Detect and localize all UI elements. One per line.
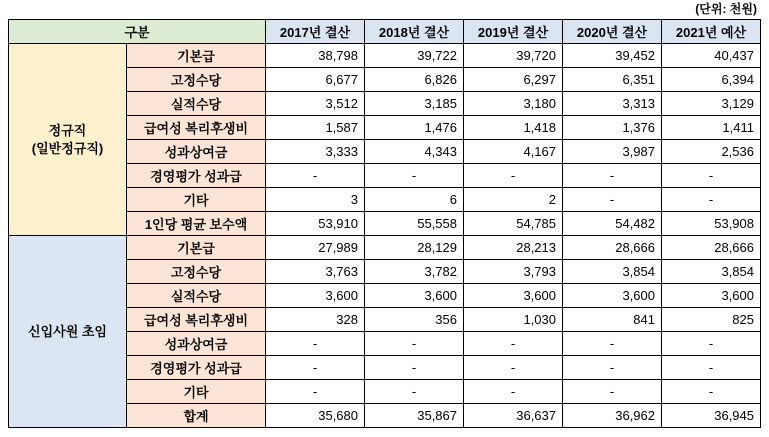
row-item-label: 합계 bbox=[127, 404, 266, 428]
header-year-2021: 2021년 예산 bbox=[662, 20, 761, 44]
cell-value: - bbox=[266, 164, 365, 188]
cell-value: 53,910 bbox=[266, 212, 365, 236]
cell-value: - bbox=[662, 356, 761, 380]
cell-value: 6 bbox=[365, 188, 464, 212]
cell-value: 38,798 bbox=[266, 44, 365, 68]
group-label-regular-line1: 정규직 bbox=[48, 122, 87, 138]
cell-value: 6,394 bbox=[662, 68, 761, 92]
cell-value: 2 bbox=[464, 188, 563, 212]
cell-value: 3,512 bbox=[266, 92, 365, 116]
cell-value: 28,666 bbox=[662, 236, 761, 260]
cell-value: - bbox=[266, 356, 365, 380]
cell-value: 3,333 bbox=[266, 140, 365, 164]
cell-value: 3,600 bbox=[464, 284, 563, 308]
cell-value: 35,867 bbox=[365, 404, 464, 428]
cell-value: 2,536 bbox=[662, 140, 761, 164]
cell-value: 3,600 bbox=[662, 284, 761, 308]
header-year-2020: 2020년 결산 bbox=[563, 20, 662, 44]
cell-value: - bbox=[563, 332, 662, 356]
row-item-label: 경영평가 성과급 bbox=[127, 356, 266, 380]
cell-value: 3,600 bbox=[266, 284, 365, 308]
cell-value: - bbox=[365, 332, 464, 356]
cell-value: 841 bbox=[563, 308, 662, 332]
table-row bbox=[9, 44, 761, 68]
cell-value: 1,418 bbox=[464, 116, 563, 140]
row-item-label: 기본급 bbox=[127, 44, 266, 68]
cell-value: 1,376 bbox=[563, 116, 662, 140]
group-label-regular-line2: (일반정규직) bbox=[31, 140, 104, 156]
cell-value: 4,343 bbox=[365, 140, 464, 164]
cell-value: 1,587 bbox=[266, 116, 365, 140]
cell-value: 3,854 bbox=[563, 260, 662, 284]
cell-value: 3,782 bbox=[365, 260, 464, 284]
cell-value: 4,167 bbox=[464, 140, 563, 164]
cell-value: 6,677 bbox=[266, 68, 365, 92]
cell-value: 6,826 bbox=[365, 68, 464, 92]
header-year-2018: 2018년 결산 bbox=[365, 20, 464, 44]
row-item-label: 기타 bbox=[127, 188, 266, 212]
cell-value: - bbox=[662, 188, 761, 212]
group-label-new-employee: 신입사원 초임 bbox=[9, 236, 127, 428]
row-item-label: 급여성 복리후생비 bbox=[127, 308, 266, 332]
header-year-2017: 2017년 결산 bbox=[266, 20, 365, 44]
cell-value: 28,129 bbox=[365, 236, 464, 260]
table-header bbox=[9, 20, 761, 44]
cell-value: 39,720 bbox=[464, 44, 563, 68]
cell-value: - bbox=[266, 332, 365, 356]
cell-value: 356 bbox=[365, 308, 464, 332]
cell-value: - bbox=[365, 356, 464, 380]
cell-value: 3,180 bbox=[464, 92, 563, 116]
cell-value: - bbox=[662, 332, 761, 356]
cell-value: 3,313 bbox=[563, 92, 662, 116]
cell-value: 54,482 bbox=[563, 212, 662, 236]
cell-value: 6,351 bbox=[563, 68, 662, 92]
row-item-label: 급여성 복리후생비 bbox=[127, 116, 266, 140]
cell-value: 825 bbox=[662, 308, 761, 332]
cell-value: 6,297 bbox=[464, 68, 563, 92]
cell-value: 3,600 bbox=[365, 284, 464, 308]
cell-value: 54,785 bbox=[464, 212, 563, 236]
group-label-regular bbox=[9, 44, 127, 236]
row-item-label: 1인당 평균 보수액 bbox=[127, 212, 266, 236]
cell-value: 3,763 bbox=[266, 260, 365, 284]
cell-value: - bbox=[464, 332, 563, 356]
cell-value: 3,987 bbox=[563, 140, 662, 164]
cell-value: 3,854 bbox=[662, 260, 761, 284]
cell-value: 3,793 bbox=[464, 260, 563, 284]
cell-value: 1,476 bbox=[365, 116, 464, 140]
table-row bbox=[9, 236, 761, 260]
cell-value: 36,962 bbox=[563, 404, 662, 428]
cell-value: - bbox=[464, 356, 563, 380]
row-item-label: 기타 bbox=[127, 380, 266, 404]
header-year-2019: 2019년 결산 bbox=[464, 20, 563, 44]
cell-value: - bbox=[563, 188, 662, 212]
row-item-label: 성과상여금 bbox=[127, 332, 266, 356]
cell-value: 28,666 bbox=[563, 236, 662, 260]
cell-value: 1,030 bbox=[464, 308, 563, 332]
cell-value: - bbox=[365, 380, 464, 404]
cell-value: 53,908 bbox=[662, 212, 761, 236]
cell-value: 36,945 bbox=[662, 404, 761, 428]
cell-value: - bbox=[662, 380, 761, 404]
cell-value: - bbox=[464, 380, 563, 404]
cell-value: - bbox=[464, 164, 563, 188]
row-item-label: 고정수당 bbox=[127, 260, 266, 284]
cell-value: 27,989 bbox=[266, 236, 365, 260]
cell-value: - bbox=[563, 356, 662, 380]
cell-value: 1,411 bbox=[662, 116, 761, 140]
row-item-label: 기본급 bbox=[127, 236, 266, 260]
cell-value: - bbox=[365, 164, 464, 188]
cell-value: 3 bbox=[266, 188, 365, 212]
row-item-label: 고정수당 bbox=[127, 68, 266, 92]
table-header-row bbox=[9, 20, 761, 44]
salary-table bbox=[8, 19, 761, 428]
cell-value: 328 bbox=[266, 308, 365, 332]
cell-value: - bbox=[563, 380, 662, 404]
row-item-label: 실적수당 bbox=[127, 284, 266, 308]
cell-value: 3,129 bbox=[662, 92, 761, 116]
cell-value: 39,722 bbox=[365, 44, 464, 68]
cell-value: - bbox=[662, 164, 761, 188]
header-category: 구분 bbox=[9, 20, 266, 44]
unit-note: (단위: 천원) bbox=[695, 2, 757, 16]
table-body bbox=[9, 44, 761, 428]
cell-value: 35,680 bbox=[266, 404, 365, 428]
row-item-label: 경영평가 성과급 bbox=[127, 164, 266, 188]
cell-value: - bbox=[266, 380, 365, 404]
cell-value: 36,637 bbox=[464, 404, 563, 428]
cell-value: 28,213 bbox=[464, 236, 563, 260]
row-item-label: 성과상여금 bbox=[127, 140, 266, 164]
row-item-label: 실적수당 bbox=[127, 92, 266, 116]
cell-value: 55,558 bbox=[365, 212, 464, 236]
cell-value: 3,185 bbox=[365, 92, 464, 116]
cell-value: 3,600 bbox=[563, 284, 662, 308]
cell-value: - bbox=[563, 164, 662, 188]
cell-value: 40,437 bbox=[662, 44, 761, 68]
cell-value: 39,452 bbox=[563, 44, 662, 68]
